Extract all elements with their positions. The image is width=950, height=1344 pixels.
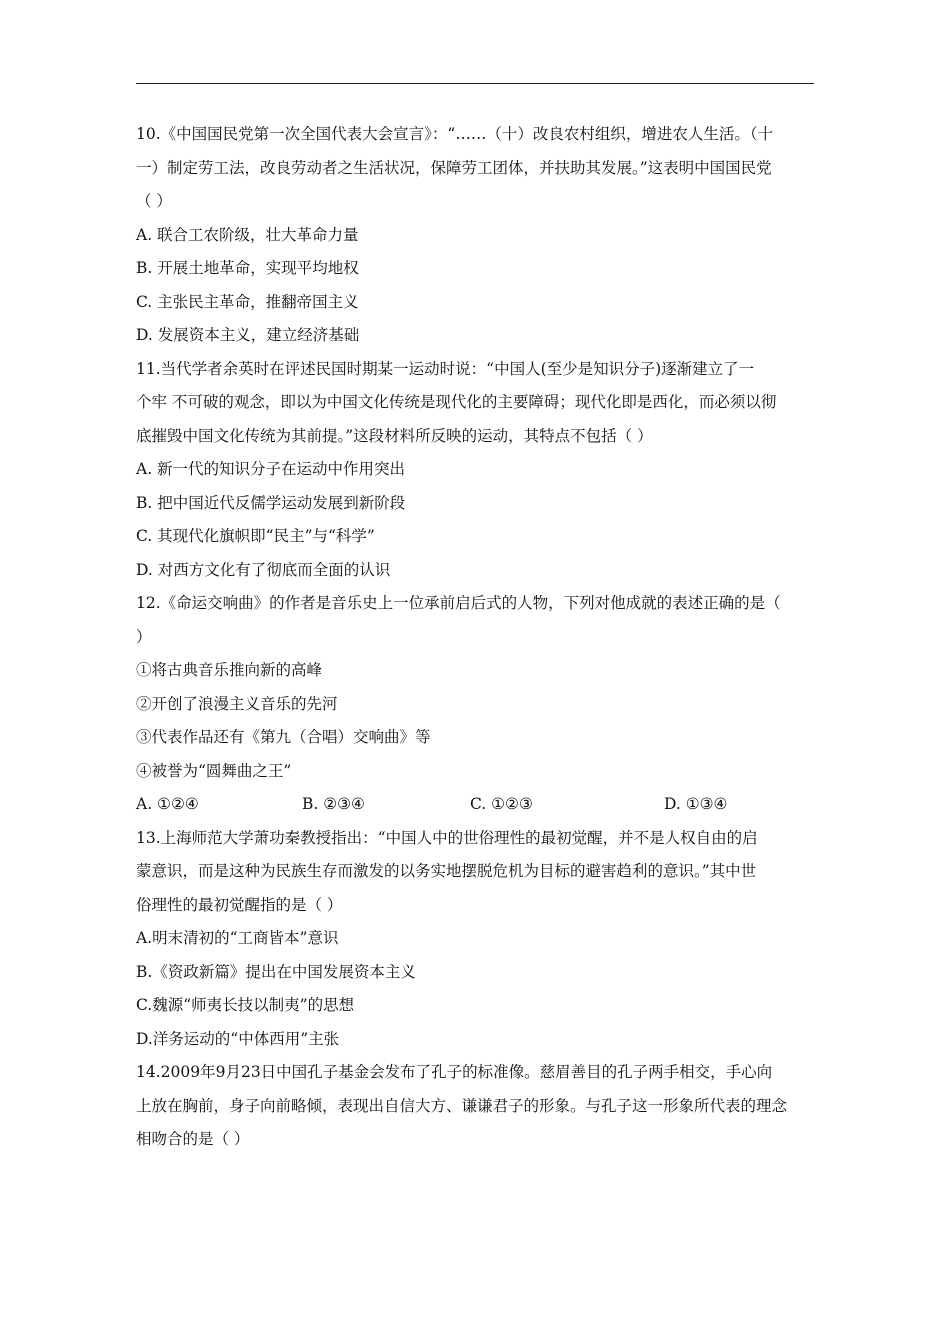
statement-item: ①将古典音乐推向新的高峰 bbox=[136, 661, 323, 679]
question-content bbox=[136, 118, 816, 1157]
question-text: 12.《命运交响曲》的作者是音乐史上一位承前启后式的人物，下列对他成就的表述正确的是（ bbox=[136, 594, 781, 612]
question-text: （ ） bbox=[136, 192, 172, 210]
question-text: 个牢 不可破的观念，即以为中国文化传统是现代化的主要障碍；现代化即是西化，而必须以彻 bbox=[136, 393, 777, 411]
question-text: 上放在胸前，身子向前略倾，表现出自信大方、谦谦君子的形象。与孔子这一形象所代表的理念 bbox=[136, 1096, 788, 1115]
options-row bbox=[136, 788, 816, 822]
question-10 bbox=[136, 118, 816, 353]
question-text: 14.2009年9月23日中国孔子基金会发布了孔子的标准像。慈眉善目的孔子两手相交，手心向 bbox=[136, 1063, 773, 1081]
question-text: 13.上海师范大学萧功秦教授指出：“中国人中的世俗理性的最初觉醒，并不是人权自由的启 bbox=[136, 828, 758, 847]
option-a: A. ①②④ bbox=[136, 795, 199, 813]
question-text: 蒙意识，而是这种为民族生存而激发的以务实地摆脱危机为目标的避害趋利的意识。”其中世 bbox=[136, 862, 757, 880]
option-d: D. 对西方文化有了彻底而全面的认识 bbox=[136, 560, 391, 579]
option-c: C. ①②③ bbox=[470, 795, 533, 813]
question-text: 11.当代学者余英时在评述民国时期某一运动时说：“中国人(至少是知识分子)逐渐建立了一 bbox=[136, 359, 755, 378]
option-d: D. 发展资本主义，建立经济基础 bbox=[136, 326, 360, 344]
question-12 bbox=[136, 587, 816, 822]
option-a: A.明末清初的“工商皆本”意识 bbox=[136, 929, 339, 947]
option-d: D.洋务运动的“中体西用”主张 bbox=[136, 1029, 340, 1048]
question-text: 俗理性的最初觉醒指的是（ ） bbox=[136, 895, 343, 914]
question-text: 一）制定劳工法，改良劳动者之生活状况，保障劳工团体，并扶助其发展。”这表明中国国民党 bbox=[136, 158, 772, 177]
question-text: 相吻合的是（ ） bbox=[136, 1130, 250, 1148]
question-13 bbox=[136, 822, 816, 1057]
header-rule bbox=[136, 83, 814, 84]
option-d: D. ①③④ bbox=[664, 795, 728, 813]
statement-item: ③代表作品还有《第九（合唱）交响曲》等 bbox=[136, 728, 431, 746]
statement-item: ④被誉为“圆舞曲之王” bbox=[136, 761, 292, 780]
option-c: C. 其现代化旗帜即“民主”与“科学” bbox=[136, 527, 375, 545]
question-14 bbox=[136, 1056, 816, 1157]
option-c: C. 主张民主革命，推翻帝国主义 bbox=[136, 292, 359, 311]
option-b: B.《资政新篇》提出在中国发展资本主义 bbox=[136, 962, 416, 981]
question-11 bbox=[136, 353, 816, 588]
option-b: B. 开展土地革命，实现平均地权 bbox=[136, 259, 359, 277]
statement-item: ②开创了浪漫主义音乐的先河 bbox=[136, 694, 338, 713]
question-text: 10.《中国国民党第一次全国代表大会宣言》：“……（十）改良农村组织，增进农人生活。（十 bbox=[136, 125, 774, 143]
option-b: B. 把中国近代反儒学运动发展到新阶段 bbox=[136, 493, 406, 512]
option-b: B. ②③④ bbox=[302, 795, 365, 813]
option-a: A. 联合工农阶级，壮大革命力量 bbox=[136, 225, 359, 244]
question-text: ） bbox=[136, 627, 152, 646]
option-a: A. 新一代的知识分子在运动中作用突出 bbox=[136, 460, 406, 478]
question-text: 底摧毁中国文化传统为其前提。”这段材料所反映的运动，其特点不包括（ ） bbox=[136, 426, 653, 445]
option-c: C.魏源“师夷长技以制夷”的思想 bbox=[136, 996, 355, 1014]
